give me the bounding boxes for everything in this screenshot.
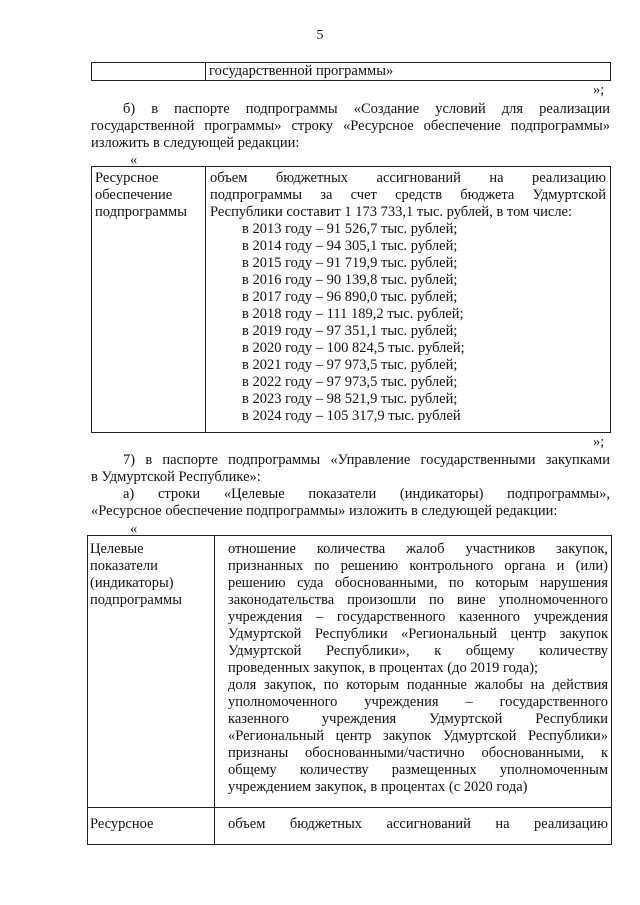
t1-year-2015: в 2015 году – 91 719,9 тыс. рублей; bbox=[242, 255, 458, 271]
t1-label-line-2: обеспечение bbox=[95, 187, 173, 203]
t2-text-line-1: отношение количества жалоб участников закупок, bbox=[228, 541, 608, 557]
t1-intro-line-2: подпрограммы за счет средств бюджета Удмуртской bbox=[210, 187, 606, 203]
t1-year-2024: в 2024 году – 105 317,9 тыс. рублей bbox=[242, 408, 461, 424]
para-b-line-1: б) в паспорте подпрограммы «Создание условий для реализации bbox=[123, 101, 610, 117]
t1-year-2018: в 2018 году – 111 189,2 тыс. рублей; bbox=[242, 306, 464, 322]
page-number: 5 bbox=[316, 28, 324, 43]
t2-text-line-3: решению суда обоснованными, по которым нарушения bbox=[228, 575, 608, 591]
para-a-line-2: «Ресурсное обеспечение подпрограммы» изложить в следующей редакции: bbox=[91, 503, 558, 519]
t1-intro-line-3: Республики составит 1 173 733,1 тыс. рублей, в том числе: bbox=[210, 204, 573, 220]
para-7-line-1: 7) в паспорте подпрограммы «Управление государственными закупками bbox=[123, 452, 610, 468]
t2-label-line-4: подпрограммы bbox=[90, 592, 182, 608]
para-a-open-quote: « bbox=[130, 521, 138, 537]
t2-text-line-15: учреждением закупок, в процентах (с 2020 года) bbox=[228, 779, 528, 795]
t2-text-line-4: законодательства произошли по вине уполномоченного bbox=[228, 592, 608, 608]
t1-year-2016: в 2016 году – 90 139,8 тыс. рублей; bbox=[242, 272, 458, 288]
top-table-closing-quote: »; bbox=[593, 82, 605, 98]
t2-text-line-8: проведенных закупок, в процентах (до 2019 года); bbox=[228, 660, 539, 676]
t2-row2-text: объем бюджетных ассигнований на реализацию bbox=[228, 816, 608, 832]
t1-year-2023: в 2023 году – 98 521,9 тыс. рублей; bbox=[242, 391, 458, 407]
t2-text-line-14: общему количеству размещенных уполномоченным bbox=[228, 762, 608, 778]
top-table-cell-text: государственной программы» bbox=[209, 63, 394, 79]
t2-text-line-13: признаны обоснованными/частично обоснованными, к bbox=[228, 745, 608, 761]
t2-text-line-2: признанных по решению контрольного органа и (или) bbox=[228, 558, 608, 574]
t1-label-line-3: подпрограммы bbox=[95, 204, 187, 220]
t1-year-2021: в 2021 году – 97 973,5 тыс. рублей; bbox=[242, 357, 458, 373]
t2-text-line-6: Удмуртской Республики «Региональный центр закупок bbox=[228, 626, 608, 642]
t1-year-2019: в 2019 году – 97 351,1 тыс. рублей; bbox=[242, 323, 458, 339]
t2-text-line-9: доля закупок, по которым поданные жалобы на действия bbox=[228, 677, 608, 693]
t2-text-line-7: Удмуртской Республики», к общему количеству bbox=[228, 643, 608, 659]
t1-year-2017: в 2017 году – 96 890,0 тыс. рублей; bbox=[242, 289, 458, 305]
para-b-open-quote: « bbox=[130, 152, 138, 168]
t1-label-line-1: Ресурсное bbox=[95, 170, 159, 186]
para-a-line-1: а) строки «Целевые показатели (индикаторы) подпрограммы», bbox=[123, 486, 610, 502]
t1-year-2013: в 2013 году – 91 526,7 тыс. рублей; bbox=[242, 221, 458, 237]
t1-year-2020: в 2020 году – 100 824,5 тыс. рублей; bbox=[242, 340, 465, 356]
t2-text-line-5: учреждения – государственного казенного учреждения bbox=[228, 609, 608, 625]
indicators-table-row-divider bbox=[87, 807, 612, 808]
t2-text-line-12: «Региональный центр закупок Удмуртской Республики» bbox=[228, 728, 608, 744]
top-table-divider bbox=[205, 62, 206, 81]
t1-year-2014: в 2014 году – 94 305,1 тыс. рублей; bbox=[242, 238, 458, 254]
t1-closing-quote: »; bbox=[593, 434, 605, 450]
para-b-line-3: изложить в следующей редакции: bbox=[91, 135, 300, 151]
t2-text-line-11: казенного учреждения Удмуртской Республики bbox=[228, 711, 608, 727]
indicators-table-divider bbox=[214, 535, 215, 845]
t1-intro-line-1: объем бюджетных ассигнований на реализацию bbox=[210, 170, 606, 186]
t2-label-line-3: (индикаторы) bbox=[90, 575, 174, 591]
t2-label-line-1: Целевые bbox=[90, 541, 144, 557]
para-b-line-2: государственной программы» строку «Ресурсное обеспечение подпрограммы» bbox=[91, 118, 610, 134]
t2-row2-label: Ресурсное bbox=[90, 816, 154, 832]
para-7-line-2: в Удмуртской Республике»: bbox=[91, 469, 261, 485]
t1-year-2022: в 2022 году – 97 973,5 тыс. рублей; bbox=[242, 374, 458, 390]
resource-table-divider bbox=[205, 166, 206, 433]
t2-text-line-10: уполномоченного учреждения – государственного bbox=[228, 694, 608, 710]
t2-label-line-2: показатели bbox=[90, 558, 158, 574]
